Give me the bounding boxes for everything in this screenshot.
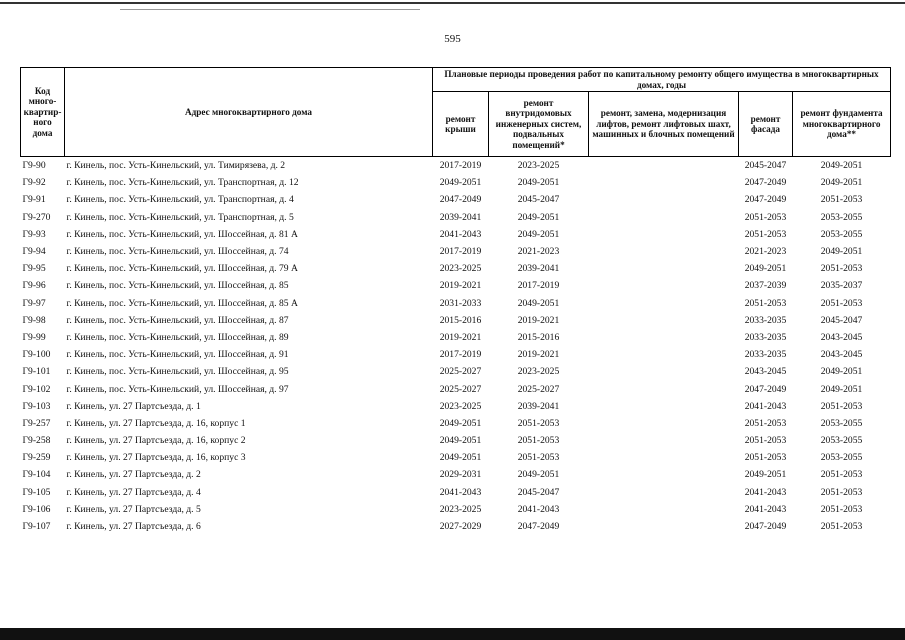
cell-elevators — [589, 209, 739, 226]
table-row — [21, 157, 891, 175]
cell-elevators — [589, 466, 739, 483]
cell-code: Г9-259 — [22, 452, 51, 464]
cell-code: Г9-270 — [22, 211, 51, 223]
cell-elevators — [589, 484, 739, 501]
cell-internal-systems: 2019-2021 — [517, 314, 560, 326]
cell-address: г. Кинель, пос. Усть-Кинельский, ул. Шоссейная, д. 87 — [66, 314, 289, 326]
cell-facade: 2041-2043 — [744, 400, 787, 412]
cell-address: г. Кинель, ул. 27 Партсъезда, д. 16, корпус 2 — [66, 435, 246, 447]
cell-internal-systems: 2049-2051 — [517, 177, 560, 189]
cell-address: г. Кинель, пос. Усть-Кинельский, ул. Шоссейная, д. 85 — [66, 280, 289, 292]
table-row — [21, 449, 891, 466]
cell-facade: 2051-2053 — [744, 228, 787, 240]
cell-roof: 2031-2033 — [439, 297, 482, 309]
table-row — [21, 295, 891, 312]
cell-code: Г9-257 — [22, 417, 51, 429]
cell-elevators — [589, 174, 739, 191]
cell-internal-systems: 2045-2047 — [517, 486, 560, 498]
cell-address: г. Кинель, пос. Усть-Кинельский, ул. Шоссейная, д. 81 А — [66, 228, 298, 240]
cell-facade: 2051-2053 — [744, 211, 787, 223]
cell-roof: 2041-2043 — [439, 486, 482, 498]
cell-internal-systems: 2039-2041 — [517, 263, 560, 275]
cell-code: Г9-90 — [21, 157, 65, 175]
bottom-scan-bar — [0, 628, 905, 640]
cell-code: Г9-95 — [22, 263, 46, 275]
cell-foundation: 2049-2051 — [820, 366, 863, 378]
cell-facade: 2051-2053 — [744, 435, 787, 447]
cell-roof: 2039-2041 — [439, 211, 482, 223]
cell-internal-systems: 2017-2019 — [517, 280, 560, 292]
cell-internal-systems: 2047-2049 — [517, 521, 560, 533]
cell-foundation: 2053-2055 — [820, 228, 863, 240]
table-row — [21, 518, 891, 535]
cell-facade: 2033-2035 — [744, 349, 787, 361]
header-periods-group: Плановые периоды проведения работ по капитальному ремонту общего имущества в многоквартирных домах, годы — [433, 68, 891, 92]
cell-roof: 2049-2051 — [439, 177, 482, 189]
cell-address: г. Кинель, пос. Усть-Кинельский, ул. Транспортная, д. 5 — [66, 211, 294, 223]
cell-facade: 2041-2043 — [744, 503, 787, 515]
table-row — [21, 243, 891, 260]
table-row — [21, 346, 891, 363]
cell-elevators — [589, 329, 739, 346]
cell-foundation: 2035-2037 — [820, 280, 863, 292]
cell-internal-systems: 2051-2053 — [517, 435, 560, 447]
cell-roof: 2017-2019 — [433, 157, 489, 175]
header-address: Адрес многоквартирного дома — [65, 68, 433, 157]
header-facade: ремонт фасада — [739, 92, 793, 157]
cell-elevators — [589, 157, 739, 175]
cell-facade: 2047-2049 — [744, 177, 787, 189]
cell-internal-systems: 2023-2025 — [489, 157, 589, 175]
cell-internal-systems: 2021-2023 — [517, 246, 560, 258]
cell-foundation: 2043-2045 — [820, 349, 863, 361]
cell-roof: 2047-2049 — [439, 194, 482, 206]
cell-facade: 2051-2053 — [744, 452, 787, 464]
table-row — [21, 432, 891, 449]
cell-elevators — [589, 277, 739, 294]
cell-elevators — [589, 363, 739, 380]
cell-address: г. Кинель, пос. Усть-Кинельский, ул. Шоссейная, д. 79 А — [66, 263, 298, 275]
cell-foundation: 2049-2051 — [820, 246, 863, 258]
table-row — [21, 312, 891, 329]
cell-facade: 2043-2045 — [744, 366, 787, 378]
cell-foundation: 2051-2053 — [820, 263, 863, 275]
cell-elevators — [589, 346, 739, 363]
cell-facade: 2051-2053 — [744, 297, 787, 309]
cell-internal-systems: 2019-2021 — [517, 349, 560, 361]
cell-code: Г9-101 — [22, 366, 51, 378]
cell-internal-systems: 2051-2053 — [517, 452, 560, 464]
cell-code: Г9-103 — [22, 400, 51, 412]
cell-foundation: 2049-2051 — [793, 157, 891, 175]
cell-roof: 2049-2051 — [439, 435, 482, 447]
cell-roof: 2023-2025 — [439, 263, 482, 275]
cell-elevators — [589, 518, 739, 535]
cell-address: г. Кинель, ул. 27 Партсъезда, д. 16, корпус 3 — [66, 452, 246, 464]
cell-code: Г9-105 — [22, 486, 51, 498]
capital-repair-table — [20, 67, 891, 535]
cell-internal-systems: 2049-2051 — [517, 211, 560, 223]
table-row — [21, 329, 891, 346]
cell-address: г. Кинель, пос. Усть-Кинельский, ул. Шоссейная, д. 85 А — [66, 297, 298, 309]
cell-facade: 2047-2049 — [744, 383, 787, 395]
cell-code: Г9-100 — [22, 349, 51, 361]
cell-roof: 2025-2027 — [439, 366, 482, 378]
cell-code: Г9-107 — [22, 521, 51, 533]
cell-foundation: 2051-2053 — [820, 297, 863, 309]
cell-elevators — [589, 191, 739, 208]
cell-address: г. Кинель, ул. 27 Партсъезда, д. 6 — [66, 521, 201, 533]
cell-roof: 2019-2021 — [439, 331, 482, 343]
cell-roof: 2027-2029 — [439, 521, 482, 533]
cell-code: Г9-93 — [22, 228, 46, 240]
cell-facade: 2047-2049 — [744, 194, 787, 206]
cell-internal-systems: 2015-2016 — [517, 331, 560, 343]
cell-elevators — [589, 260, 739, 277]
cell-elevators — [589, 432, 739, 449]
top-scan-rule — [0, 2, 905, 4]
cell-code: Г9-98 — [22, 314, 46, 326]
cell-address: г. Кинель, ул. 27 Партсъезда, д. 2 — [66, 469, 201, 481]
cell-internal-systems: 2049-2051 — [517, 469, 560, 481]
cell-code: Г9-106 — [22, 503, 51, 515]
cell-foundation: 2053-2055 — [820, 452, 863, 464]
cell-internal-systems: 2041-2043 — [517, 503, 560, 515]
cell-facade: 2021-2023 — [744, 246, 787, 258]
cell-foundation: 2053-2055 — [820, 417, 863, 429]
cell-foundation: 2049-2051 — [820, 383, 863, 395]
table-body — [21, 157, 891, 536]
cell-foundation: 2049-2051 — [820, 177, 863, 189]
cell-roof: 2029-2031 — [439, 469, 482, 481]
cell-internal-systems: 2049-2051 — [517, 228, 560, 240]
cell-foundation: 2053-2055 — [820, 435, 863, 447]
table-row — [21, 226, 891, 243]
cell-code: Г9-92 — [22, 177, 46, 189]
cell-internal-systems: 2025-2027 — [517, 383, 560, 395]
header-elevators: ремонт, замена, модернизация лифтов, ремонт лифтовых шахт, машинных и блочных помещений — [589, 92, 739, 157]
header-roof: ремонт крыши — [433, 92, 489, 157]
table-row — [21, 174, 891, 191]
cell-address: г. Кинель, пос. Усть-Кинельский, ул. Транспортная, д. 4 — [66, 194, 294, 206]
table-row — [21, 484, 891, 501]
cell-elevators — [589, 295, 739, 312]
page-number: 595 — [444, 33, 461, 45]
cell-code: Г9-94 — [22, 246, 46, 258]
table-row — [21, 277, 891, 294]
cell-foundation: 2051-2053 — [820, 486, 863, 498]
table-row — [21, 398, 891, 415]
cell-roof: 2017-2019 — [439, 349, 482, 361]
cell-elevators — [589, 398, 739, 415]
cell-elevators — [589, 226, 739, 243]
table-row — [21, 380, 891, 397]
cell-roof: 2049-2051 — [439, 452, 482, 464]
cell-internal-systems: 2049-2051 — [517, 297, 560, 309]
cell-roof: 2049-2051 — [439, 417, 482, 429]
header-code: Код много-квартир-ного дома — [21, 68, 65, 157]
cell-facade: 2045-2047 — [739, 157, 793, 175]
cell-elevators — [589, 449, 739, 466]
cell-address: г. Кинель, пос. Усть-Кинельский, ул. Шоссейная, д. 74 — [66, 246, 289, 258]
cell-address: г. Кинель, ул. 27 Партсъезда, д. 4 — [66, 486, 201, 498]
cell-roof: 2023-2025 — [439, 400, 482, 412]
cell-address: г. Кинель, ул. 27 Партсъезда, д. 16, корпус 1 — [66, 417, 246, 429]
cell-roof: 2041-2043 — [439, 228, 482, 240]
cell-address: г. Кинель, пос. Усть-Кинельский, ул. Шоссейная, д. 91 — [66, 349, 289, 361]
cell-roof: 2017-2019 — [439, 246, 482, 258]
cell-internal-systems: 2051-2053 — [517, 417, 560, 429]
cell-elevators — [589, 415, 739, 432]
header-foundation: ремонт фундамента многоквартирного дома** — [793, 92, 891, 157]
cell-code: Г9-104 — [22, 469, 51, 481]
cell-elevators — [589, 380, 739, 397]
cell-facade: 2049-2051 — [744, 469, 787, 481]
cell-address: г. Кинель, ул. 27 Партсъезда, д. 1 — [66, 400, 201, 412]
cell-address: г. Кинель, пос. Усть-Кинельский, ул. Транспортная, д. 12 — [66, 177, 299, 189]
cell-code: Г9-258 — [22, 435, 51, 447]
cell-internal-systems: 2023-2025 — [517, 366, 560, 378]
cell-foundation: 2051-2053 — [820, 194, 863, 206]
cell-code: Г9-102 — [22, 383, 51, 395]
cell-foundation: 2043-2045 — [820, 331, 863, 343]
cell-foundation: 2045-2047 — [820, 314, 863, 326]
cell-facade: 2041-2043 — [744, 486, 787, 498]
cell-roof: 2025-2027 — [439, 383, 482, 395]
cell-elevators — [589, 501, 739, 518]
cell-address: г. Кинель, пос. Усть-Кинельский, ул. Шоссейная, д. 89 — [66, 331, 289, 343]
cell-facade: 2049-2051 — [744, 263, 787, 275]
top-scan-rule-thin — [120, 9, 420, 10]
table-row — [21, 191, 891, 208]
cell-code: Г9-91 — [22, 194, 46, 206]
cell-roof: 2019-2021 — [439, 280, 482, 292]
cell-facade: 2051-2053 — [744, 417, 787, 429]
cell-foundation: 2051-2053 — [820, 469, 863, 481]
cell-facade: 2047-2049 — [744, 521, 787, 533]
cell-address: г. Кинель, пос. Усть-Кинельский, ул. Шоссейная, д. 95 — [66, 366, 289, 378]
table-row — [21, 466, 891, 483]
cell-foundation: 2053-2055 — [820, 211, 863, 223]
cell-elevators — [589, 243, 739, 260]
cell-facade: 2037-2039 — [744, 280, 787, 292]
cell-facade: 2033-2035 — [744, 331, 787, 343]
header-internal-systems: ремонт внутридомовых инженерных систем, подвальных помещений* — [489, 92, 589, 157]
cell-foundation: 2051-2053 — [820, 521, 863, 533]
table-row — [21, 501, 891, 518]
cell-facade: 2033-2035 — [744, 314, 787, 326]
cell-roof: 2023-2025 — [439, 503, 482, 515]
cell-address: г. Кинель, ул. 27 Партсъезда, д. 5 — [66, 503, 201, 515]
cell-foundation: 2051-2053 — [820, 503, 863, 515]
cell-code: Г9-96 — [22, 280, 46, 292]
cell-address: г. Кинель, пос. Усть-Кинельский, ул. Тимирязева, д. 2 — [65, 157, 433, 175]
cell-internal-systems: 2039-2041 — [517, 400, 560, 412]
table-row — [21, 415, 891, 432]
cell-code: Г9-99 — [22, 331, 46, 343]
cell-foundation: 2051-2053 — [820, 400, 863, 412]
cell-roof: 2015-2016 — [439, 314, 482, 326]
table-row — [21, 363, 891, 380]
cell-address: г. Кинель, пос. Усть-Кинельский, ул. Шоссейная, д. 97 — [66, 383, 289, 395]
cell-code: Г9-97 — [22, 297, 46, 309]
cell-elevators — [589, 312, 739, 329]
table-row — [21, 260, 891, 277]
cell-internal-systems: 2045-2047 — [517, 194, 560, 206]
table-row — [21, 209, 891, 226]
